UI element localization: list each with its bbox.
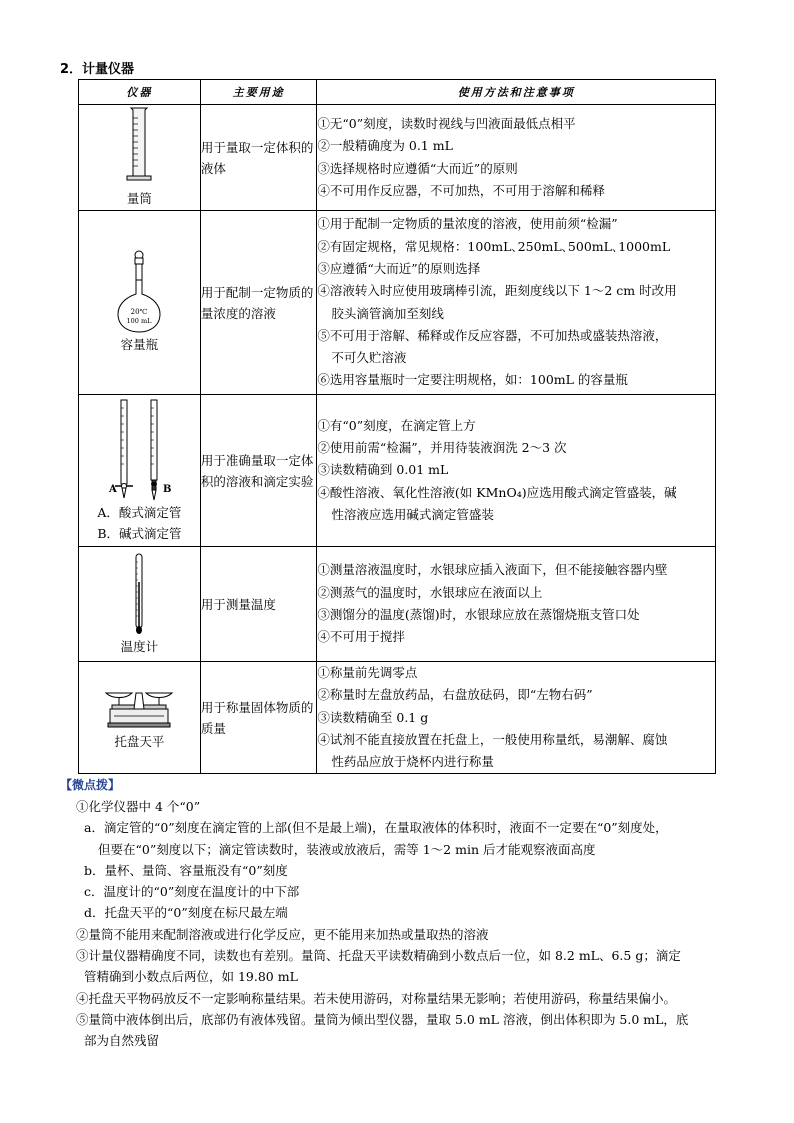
balance-icon [104, 683, 174, 731]
note-line: ③读数精确到 0.01 mL [317, 462, 449, 478]
table-row [79, 547, 716, 662]
section-heading: 2．计量仪器 [60, 62, 135, 77]
note-line: ②称量时左盘放药品，右盘放砝码，即“左物右码” [317, 687, 593, 703]
instrument-cell [79, 547, 201, 662]
tip-line: 但要在“0”刻度以下；滴定管读数时，装液或放液后，需等 1～2 min 后才能观察液面高度 [98, 841, 596, 857]
tip-line: ③计量仪器精确度不同，读数也有差别。量筒、托盘天平读数精确到小数点后一位，如 8.2 mL、6.5 g；滴定 [76, 948, 681, 964]
instrument-name-acid: A．酸式滴定管 [97, 504, 182, 520]
note-line: ①称量前先调零点 [317, 665, 418, 680]
note-line: ③选择规格时应遵循“大而近”的原则 [317, 160, 518, 176]
note-line: 性药品应放于烧杯内进行称量 [331, 754, 494, 770]
instrument-cell [79, 105, 201, 211]
use-cell: 用于配制一定物质的量浓度的溶液 [200, 211, 317, 395]
volumetric-flask-icon [114, 250, 164, 334]
table-row [79, 662, 716, 774]
note-line: ④试剂不能直接放置在托盘上，一般使用称量纸，易潮解、腐蚀 [317, 731, 668, 747]
note-line: 性溶液应选用碱式滴定管盛装 [331, 506, 494, 522]
instrument-cell [79, 662, 201, 774]
instrument-name: 量筒 [126, 191, 152, 206]
notes-cell [317, 662, 716, 774]
note-line: ①测量溶液温度时，水银球应插入液面下，但不能接触容器内壁 [317, 562, 668, 578]
tip-line: a．滴定管的“0”刻度在滴定管的上部(但不是最上端)，在量取液体的体积时，液面不一定要在“0”刻度处， [84, 820, 668, 836]
tip-line: 部为自然残留 [84, 1033, 160, 1049]
header-use: 主要用途 [200, 80, 317, 105]
burette-label-b: B [163, 483, 172, 495]
header-instrument: 仪器 [79, 80, 201, 105]
table-header-row [79, 80, 716, 105]
note-line: ②测蒸气的温度时，水银球应在液面以上 [317, 584, 543, 600]
table-row [79, 105, 716, 211]
table-row [79, 395, 716, 547]
note-line: ⑤不可用于溶解、稀释或作反应容器，不可加热或盛装热溶液， [317, 327, 668, 343]
tip-line: d．托盘天平的“0”刻度在标尺最左端 [84, 905, 288, 921]
use-cell: 用于称量固体物质的质量 [200, 662, 317, 774]
flask-label-volume: 100 mL [126, 317, 152, 325]
note-line: ③测馏分的温度(蒸馏)时，水银球应放在蒸馏烧瓶支管口处 [317, 607, 640, 622]
note-line: ③读数精确至 0.1 g [317, 709, 429, 725]
note-line: ④酸性溶液、氧化性溶液(如 KMnO₄)应选用酸式滴定管盛装，碱 [317, 484, 677, 500]
instrument-cell [79, 211, 201, 395]
tip-title: 【微点拨】 [60, 778, 121, 792]
note-line: ②使用前需“检漏”，并用待装液润洗 2～3 次 [317, 440, 567, 456]
note-line: ③应遵循“大而近”的原则选择 [317, 260, 481, 276]
instrument-name-base: B．碱式滴定管 [97, 525, 182, 541]
flask-label-temp: 20℃ [131, 308, 148, 316]
note-line: ⑥选用容量瓶时一定要注明规格，如：100mL 的容量瓶 [317, 372, 628, 388]
use-cell: 用于测量温度 [200, 547, 317, 662]
note-line: 不可久贮溶液 [331, 350, 407, 366]
note-line: ④不可用作反应器，不可加热，不可用于溶解和稀释 [317, 182, 605, 198]
tip-line: ①化学仪器中 4 个“0” [76, 799, 201, 814]
note-line: ①有“0”刻度，在滴定管上方 [317, 417, 476, 433]
notes-cell [317, 211, 716, 395]
burette-label-a: A [109, 483, 118, 495]
notes-cell [317, 395, 716, 547]
tips-section [62, 796, 742, 1052]
burette-icon [99, 398, 179, 502]
note-line: 胶头滴管滴加至刻线 [331, 305, 444, 321]
thermometer-icon [129, 552, 149, 636]
tip-line: c．温度计的“0”刻度在温度计的中下部 [84, 884, 300, 900]
note-line: ④溶液转入时应使用玻璃棒引流，距刻度线以下 1～2 cm 时改用 [317, 283, 677, 299]
note-line: ①无“0”刻度，读数时视线与凹液面最低点相平 [317, 115, 576, 131]
instrument-name: 容量瓶 [120, 337, 159, 352]
tip-line: ⑤量筒中液体倒出后，底部仍有液体残留。量筒为倾出型仪器，量取 5.0 mL 溶液，倒出体积即为 5.0 mL，底 [76, 1011, 689, 1027]
tip-line: ④托盘天平物码放反不一定影响称量结果。若未使用游码，对称量结果无影响；若使用游码，称量结果偏小。 [76, 990, 677, 1006]
use-cell: 用于量取一定体积的液体 [200, 105, 317, 211]
tip-line: b．量杯、量筒、容量瓶没有“0”刻度 [84, 862, 288, 878]
notes-cell [317, 105, 716, 211]
instrument-cell [79, 395, 201, 547]
instrument-name: 温度计 [120, 638, 159, 654]
table-row [79, 211, 716, 395]
note-line: ②有固定规格，常见规格：100mL､250mL､500mL､1000mL [317, 238, 671, 254]
note-line: ②一般精确度为 0.1 mL [317, 138, 453, 154]
measuring-cylinder-icon [119, 106, 159, 188]
tip-line: 管精确到小数点后两位，如 19.80 mL [84, 969, 298, 985]
use-cell: 用于准确量取一定体积的溶液和滴定实验 [200, 395, 317, 547]
instrument-name: 托盘天平 [114, 734, 165, 750]
notes-cell [317, 547, 716, 662]
instrument-table [78, 79, 716, 774]
tip-line: ②量筒不能用来配制溶液或进行化学反应，更不能用来加热或量取热的溶液 [76, 926, 489, 942]
note-line: ①用于配制一定物质的量浓度的溶液，使用前须“检漏” [317, 216, 618, 232]
note-line: ④不可用于搅拌 [317, 629, 405, 645]
header-notes: 使用方法和注意事项 [317, 80, 716, 105]
